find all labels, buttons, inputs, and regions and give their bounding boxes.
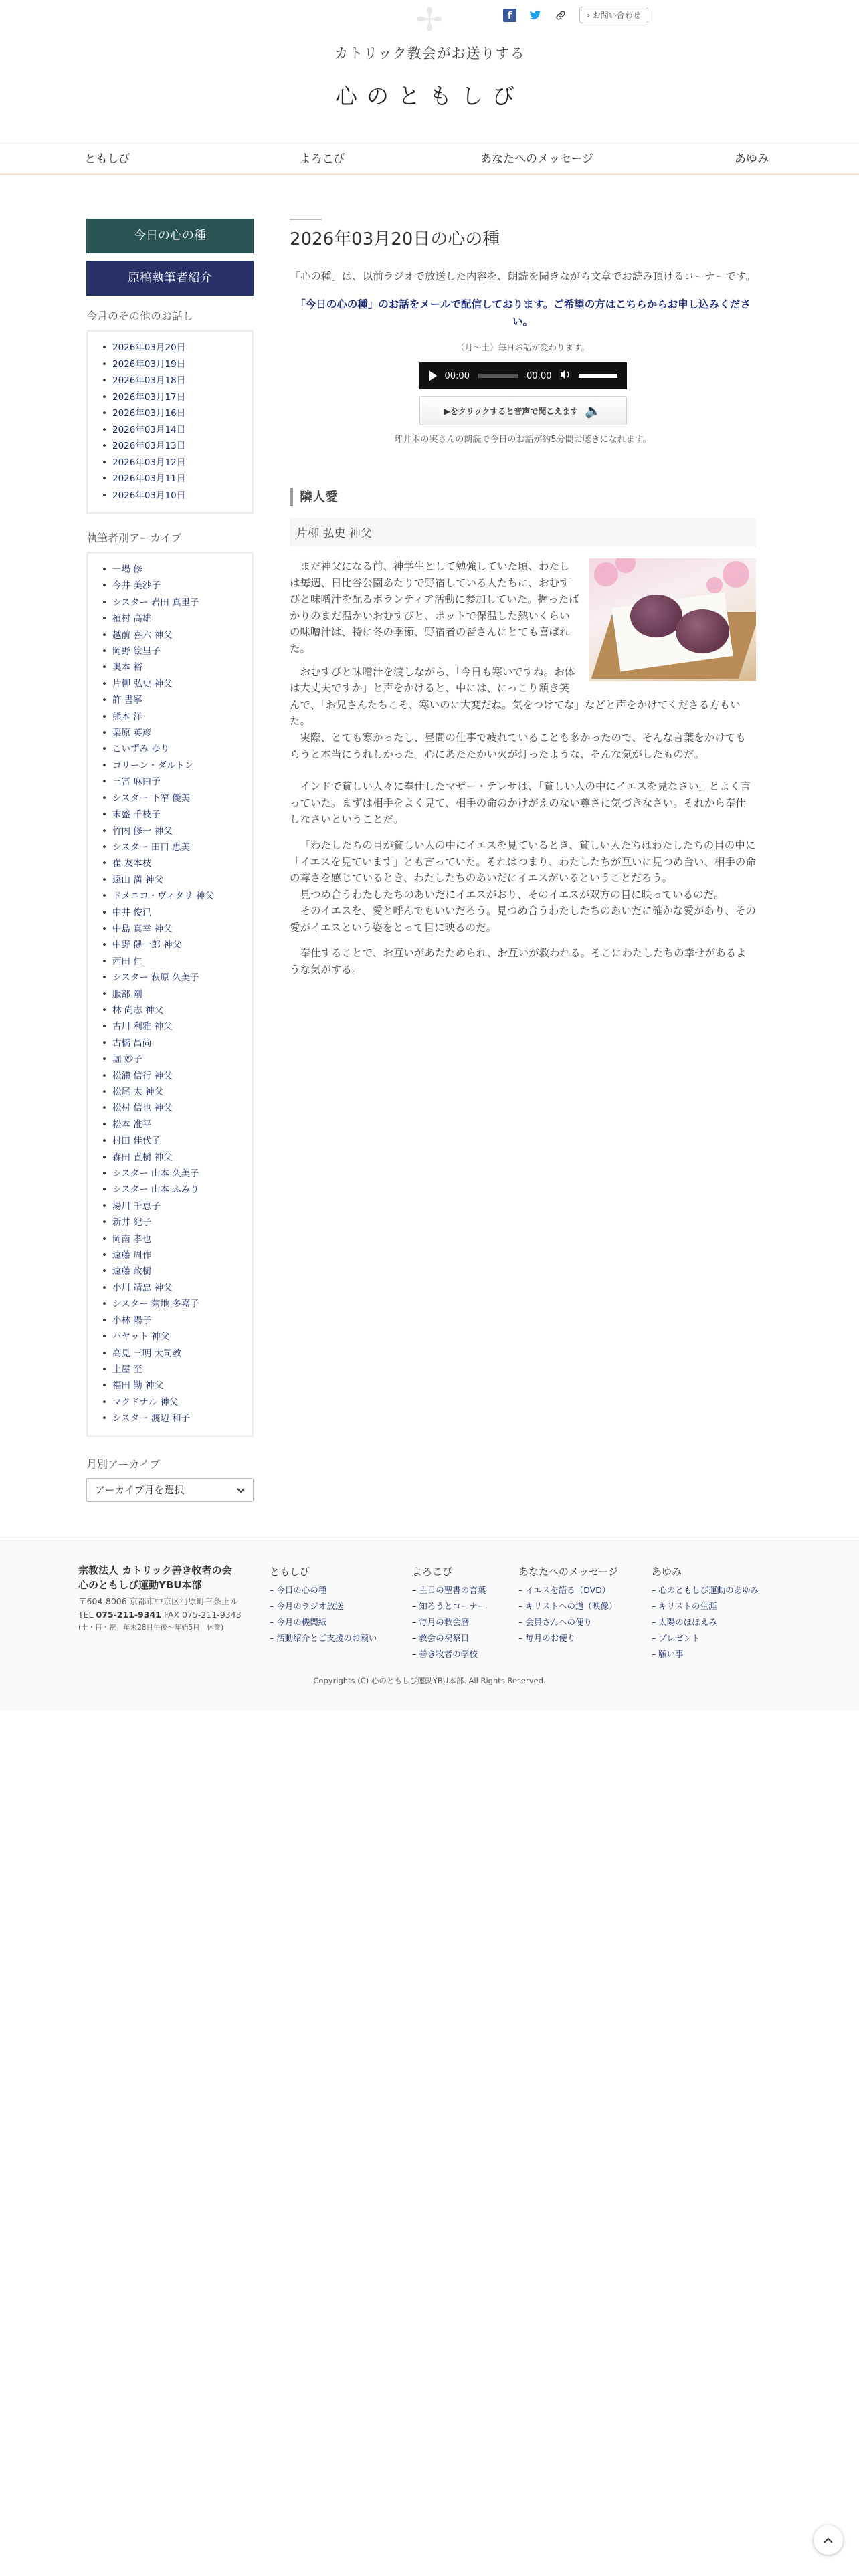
footer-link[interactable] [518, 1630, 618, 1646]
footer-link[interactable] [518, 1598, 618, 1614]
date-link[interactable] [102, 405, 245, 422]
footer-link-label: キリストの生涯 [658, 1601, 717, 1611]
author-list [102, 562, 245, 1427]
author-link-label: シスター 岩田 真里子 [112, 597, 199, 608]
author-link[interactable] [102, 1231, 245, 1247]
author-link-label: 新井 紀子 [112, 1217, 152, 1228]
author-link[interactable] [102, 1394, 245, 1410]
author-link[interactable] [102, 643, 245, 659]
author-link-label: 岡南 孝也 [112, 1233, 152, 1245]
date-link[interactable] [102, 438, 245, 455]
author-link[interactable] [102, 921, 245, 937]
date-link[interactable] [102, 356, 245, 373]
author-link[interactable] [102, 1247, 245, 1263]
paragraph: おむすびと味噌汁を渡しながら、「今日も寒いですね。お体は大丈夫ですか」と声をかけると、中には、にっこり頷き笑んで、「お兄さんたちこそ、寒いのに大変だね。気をつけてな」などと声をかけてくださる方もいた。 [290, 665, 741, 728]
author-link[interactable] [102, 1280, 245, 1296]
dash-marker: – [270, 1633, 277, 1643]
author-link[interactable] [102, 839, 245, 855]
nav-item-ayumi[interactable]: あゆみ [735, 152, 769, 166]
footer-link[interactable] [270, 1582, 377, 1598]
author-link-label: 松村 信也 神父 [112, 1103, 173, 1114]
date-link-label: 2026年03月18日 [112, 375, 186, 386]
footer-link-label: 知ろうとコーナー [419, 1601, 486, 1611]
sidebar [86, 219, 254, 1502]
author-link-label: 高見 三明 大司教 [112, 1348, 182, 1359]
org-phone [78, 1608, 259, 1622]
section-heading: 隣人愛 [290, 488, 756, 506]
paragraph: そのイエスを、愛と呼んでもいいだろう。見つめ合うわたしたちのあいだに確かな愛があり、その愛がイエスという姿をとって目に映るのだ。 [290, 905, 756, 934]
author-link-label: 竹内 修一 神父 [112, 825, 173, 837]
footer-link-label: 太陽のほほえみ [658, 1617, 717, 1627]
footer-link-label: キリストへの道（映像） [525, 1601, 617, 1611]
office-hours: (土・日・祝 年末28日午後〜年始5日 休業) [78, 1624, 224, 1632]
audio-progress-bar[interactable] [478, 374, 518, 378]
footer-col-heading[interactable]: ともしび [270, 1566, 310, 1578]
date-link[interactable] [102, 389, 245, 406]
author-link-label: コリーン・ダルトン [112, 760, 194, 771]
paragraph: 「わたしたちの目が貧しい人の中にイエスを見ているとき、貧しい人たちはわたしたちの目の中に「イエスを見ています」とも言っていた。それはつまり、わたしたちが互いに見つめ合い、相手の命の尊さを感じているとき、わたしたちのあいだにイエスがいるということだろう。 [290, 839, 756, 885]
mail-subscribe-link[interactable]: 「今日の心の種」のお話をメールで配信しております。ご希望の方はこちらからお申し込みください。 [295, 298, 751, 328]
nav-item-tomoshibi[interactable]: ともしび [84, 152, 130, 166]
dash-marker: – [652, 1617, 659, 1627]
dash-marker: – [518, 1585, 526, 1595]
author-link-label: シスター 山本 久美子 [112, 1168, 199, 1180]
footer-link-label: 会員さんへの便り [525, 1617, 592, 1627]
author-link[interactable] [102, 1378, 245, 1394]
author-link[interactable] [102, 790, 245, 807]
back-to-top-button[interactable] [814, 2525, 843, 2555]
footer-link[interactable] [652, 1646, 759, 1662]
author-link[interactable] [102, 741, 245, 757]
audio-total-time: 00:00 [527, 370, 552, 381]
author-link[interactable] [102, 954, 245, 970]
footer-link-label: プレゼント [658, 1633, 700, 1643]
date-link[interactable] [102, 422, 245, 439]
author-link-label: 福田 勤 神父 [112, 1380, 164, 1392]
author-link-label: 中井 俊已 [112, 907, 152, 918]
global-nav [0, 143, 859, 175]
footer-link[interactable] [412, 1646, 486, 1662]
chevron-up-icon [824, 2533, 833, 2547]
author-link[interactable] [102, 1346, 245, 1362]
monthly-archive-select-value: アーカイブ月を選択 [95, 1484, 185, 1497]
dash-marker: – [270, 1617, 277, 1627]
footer-link-label: 今月のラジオ放送 [276, 1601, 344, 1611]
footer-link[interactable] [652, 1614, 759, 1630]
author-link[interactable] [102, 1100, 245, 1116]
author-link[interactable] [102, 1313, 245, 1329]
footer-link[interactable] [518, 1582, 618, 1598]
dash-marker: – [270, 1585, 277, 1595]
author-link[interactable] [102, 986, 245, 1002]
volume-icon[interactable] [560, 369, 571, 383]
title-rule [290, 219, 322, 220]
ohagi-photo [589, 558, 756, 681]
author-link[interactable] [102, 1362, 245, 1378]
footer-link[interactable] [518, 1614, 618, 1630]
author-link[interactable] [102, 1018, 245, 1035]
author-link[interactable] [102, 611, 245, 627]
audio-player [419, 362, 627, 389]
footer-link-label: 毎月のお便り [525, 1633, 576, 1643]
authors-list-box [86, 552, 254, 1437]
contact-button[interactable] [579, 7, 648, 23]
date-list-box [86, 330, 254, 514]
monthly-archive-heading: 月別アーカイブ [86, 1457, 161, 1471]
author-link-label: 古橋 昌尚 [112, 1037, 152, 1049]
chevron-down-icon [237, 1484, 245, 1496]
dash-marker: – [518, 1617, 526, 1627]
monthly-archive-select[interactable] [86, 1478, 254, 1502]
org-address: 〒604-8006 京都市中京区河原町三条上ル [78, 1596, 239, 1606]
author-link-label: 熊本 洋 [112, 711, 142, 722]
dash-marker: – [412, 1617, 419, 1627]
voice-button-label: ▶をクリックすると音声で聞こえます [444, 406, 579, 416]
date-link[interactable] [102, 488, 245, 504]
author-link[interactable] [102, 595, 245, 611]
author-link-label: 今井 美沙子 [112, 580, 161, 592]
author-link[interactable] [102, 1329, 245, 1345]
copyright: Copyrights (C) 心のともしび運動YBU本部. All Rights Reserved. [313, 1676, 546, 1685]
footer-col-links [412, 1582, 486, 1662]
author-link-label: 服部 剛 [112, 988, 142, 1000]
author-link-label: 崔 友本枝 [112, 858, 152, 869]
author-link-label: マクドナル 神父 [112, 1396, 179, 1408]
footer-col-yorokobi [412, 1564, 486, 1662]
dash-marker: – [652, 1633, 659, 1643]
footer-link[interactable] [652, 1582, 759, 1598]
author-name: 片柳 弘史 神父 [290, 518, 756, 546]
author-link[interactable] [102, 970, 245, 986]
author-link[interactable] [102, 709, 245, 725]
voice-play-button[interactable] [419, 396, 627, 425]
author-link[interactable] [102, 562, 245, 578]
speaker-icon: 🔈 [585, 403, 602, 419]
author-link[interactable] [102, 692, 245, 708]
org-name: 宗教法人 カトリック善き牧者の会 [78, 1564, 232, 1576]
fax-number: 075-211-9343 [181, 1610, 242, 1620]
volume-slider[interactable] [579, 374, 617, 378]
date-link-label: 2026年03月12日 [112, 457, 186, 468]
author-link-label: シスター 萩原 久美子 [112, 972, 199, 984]
tel-label: TEL [78, 1610, 94, 1620]
footer-link[interactable] [270, 1614, 377, 1630]
author-link-label: 小川 靖忠 神父 [112, 1282, 173, 1293]
footer-col-heading[interactable]: あゆみ [652, 1566, 682, 1578]
paragraph: 奉仕することで、お互いがあたためられ、お互いが救われる。そこにわたしたちの幸せがあるような気がする。 [290, 947, 747, 976]
footer-link-label: 願い事 [658, 1649, 684, 1659]
author-link-label: 村田 佳代子 [112, 1136, 161, 1147]
dash-marker: – [652, 1649, 659, 1659]
author-link[interactable] [102, 888, 245, 904]
author-link-label: 中野 健一郎 神父 [112, 940, 182, 951]
author-link[interactable] [102, 725, 245, 741]
footer-col-links [270, 1582, 377, 1646]
paragraph: 見つめ合うわたしたちのあいだにイエスがおり、そのイエスが双方の目に映っているのだ。 [300, 888, 725, 901]
author-link-label: 越前 喜六 神父 [112, 629, 173, 641]
authors-intro-button[interactable]: 原稿執筆者紹介 [86, 261, 254, 296]
paragraph: まだ神父になる前、神学生として勉強していた頃、わたしは毎週、日比谷公園あたりで野宿している人たちに、おむすびと味噌汁を配るボランティア活動に参加していた。握ったばかりのまだ温かいおむすびと、ポットで保温した熱いくらいの味噌汁は、特に冬の季節、野宿者の皆さんにとても喜ばれた。 [290, 560, 579, 655]
footer-link[interactable] [652, 1598, 759, 1614]
author-link-label: ドメニコ・ヴィタリ 神父 [112, 891, 214, 902]
author-link-label: 林 尚志 神父 [112, 1004, 164, 1016]
dash-marker: – [270, 1601, 277, 1611]
author-link[interactable] [102, 1182, 245, 1198]
author-link-label: 一場 修 [112, 564, 142, 575]
author-link[interactable] [102, 774, 245, 790]
date-list [102, 340, 245, 504]
author-link[interactable] [102, 1214, 245, 1230]
date-link-label: 2026年03月11日 [112, 473, 186, 484]
author-link-label: 奥本 裕 [112, 662, 142, 673]
date-link-label: 2026年03月19日 [112, 358, 186, 370]
author-link-label: 松浦 信行 神父 [112, 1070, 173, 1081]
footer [0, 1537, 859, 1711]
author-link-label: 松尾 太 神父 [112, 1087, 164, 1097]
author-link[interactable] [102, 1198, 245, 1214]
footer-link-label: イエスを語る（DVD） [525, 1585, 611, 1595]
author-link[interactable] [102, 823, 245, 839]
footer-link-label: 毎月の教会暦 [419, 1617, 470, 1627]
date-link[interactable] [102, 455, 245, 471]
nav-item-yorokobi[interactable]: よろこび [299, 152, 345, 166]
footer-col-heading[interactable]: よろこび [412, 1566, 453, 1578]
author-link[interactable] [102, 905, 245, 921]
site-subtitle: カトリック教会がお送りする [334, 45, 525, 62]
author-link[interactable] [102, 1410, 245, 1426]
author-link-label: 植村 高雄 [112, 613, 152, 625]
footer-link[interactable] [412, 1582, 486, 1598]
author-link-label: シスター 渡辺 和子 [112, 1413, 191, 1424]
dash-marker: – [412, 1649, 419, 1659]
authors-archive-heading: 執筆者別アーカイブ [86, 532, 182, 544]
date-link-label: 2026年03月17日 [112, 391, 186, 403]
footer-link[interactable] [412, 1614, 486, 1630]
date-link-label: 2026年03月13日 [112, 441, 186, 451]
footer-link-label: 今月の機関紙 [276, 1617, 327, 1627]
date-link-label: 2026年03月14日 [112, 424, 186, 435]
author-link-label: 岡野 絵里子 [112, 646, 161, 657]
footer-col-heading[interactable]: あなたへのメッセージ [518, 1566, 619, 1578]
author-link[interactable] [102, 627, 245, 643]
today-seed-button[interactable]: 今日の心の種 [86, 219, 254, 253]
footer-col-links [652, 1582, 759, 1662]
author-link-label: 中島 真幸 神父 [112, 923, 173, 934]
author-link-label: 末盛 千枝子 [112, 809, 161, 821]
paragraph: インドで貧しい人々に奉仕したマザー・テレサは、「貧しい人の中にイエスを見なさい」とよく言っていた。まずは相手をよく見て、相手の命のかけがえのない尊さに気づきなさい。それから奉仕しなさいということだ。 [290, 780, 751, 826]
main-content [290, 219, 756, 985]
author-link[interactable] [102, 1035, 245, 1051]
dash-marker: – [412, 1633, 419, 1643]
author-link[interactable] [102, 578, 245, 594]
author-link-label: 許 書寧 [112, 695, 142, 706]
date-link-label: 2026年03月16日 [112, 408, 186, 419]
author-link-label: 遠藤 周作 [112, 1250, 152, 1261]
author-link-label: ハヤット 神父 [112, 1331, 170, 1343]
author-link-label: シスター 菊地 多嘉子 [112, 1299, 199, 1310]
author-link-label: 土屋 至 [112, 1364, 142, 1375]
fax-label: FAX [163, 1610, 179, 1620]
author-link[interactable] [102, 1068, 245, 1084]
footer-link-label: 善き牧者の学校 [419, 1649, 478, 1659]
author-link[interactable] [102, 1296, 245, 1312]
author-link-label: こいずみ ゆり [112, 744, 170, 755]
dash-marker: – [518, 1601, 526, 1611]
date-link[interactable] [102, 471, 245, 488]
author-link[interactable] [102, 1051, 245, 1067]
footer-link[interactable] [270, 1598, 377, 1614]
header-social-links [503, 7, 648, 23]
footer-col-message [518, 1564, 618, 1646]
author-link-label: 遠山 満 神父 [112, 874, 164, 885]
dash-marker: – [518, 1633, 526, 1643]
author-link[interactable] [102, 1263, 245, 1279]
author-link[interactable] [102, 937, 245, 953]
author-link[interactable] [102, 807, 245, 823]
dash-marker: – [652, 1601, 659, 1611]
article-body [290, 558, 756, 978]
footer-col-links [518, 1582, 618, 1646]
org-subname: 心のともしび運動YBU本部 [78, 1579, 202, 1591]
chevron-right-icon: › [587, 11, 590, 20]
date-link[interactable] [102, 340, 245, 356]
author-link-label: 遠藤 政樹 [112, 1266, 152, 1277]
author-link-label: シスター 山本 ふみり [112, 1184, 199, 1196]
author-link[interactable] [102, 872, 245, 888]
dash-marker: – [412, 1585, 419, 1595]
author-link[interactable] [102, 1133, 245, 1149]
author-link[interactable] [102, 1150, 245, 1166]
audio-current-time: 00:00 [444, 370, 470, 381]
author-link-label: 松本 准平 [112, 1119, 152, 1130]
tel-number[interactable]: 075-211-9341 [96, 1610, 161, 1620]
footer-col-tomoshibi [270, 1564, 377, 1646]
author-link-label: 三宮 麻由子 [112, 776, 161, 788]
footer-link-label: 活動紹介とご支援のお願い [276, 1633, 377, 1643]
author-link-label: シスター 下窄 優美 [112, 792, 191, 804]
nav-item-message[interactable]: あなたへのメッセージ [480, 152, 593, 166]
author-link[interactable] [102, 1002, 245, 1018]
footer-link[interactable] [412, 1598, 486, 1614]
author-link-label: 湯川 千恵子 [112, 1200, 161, 1212]
author-link-label: 堀 妙子 [112, 1054, 142, 1065]
site-title[interactable]: 心のともしび [335, 83, 524, 109]
other-stories-heading: 今月のその他のお話し [86, 310, 194, 322]
author-link[interactable] [102, 1084, 245, 1100]
play-icon[interactable] [429, 370, 437, 381]
date-link-label: 2026年03月20日 [112, 342, 186, 353]
author-link-label: 栗原 英彦 [112, 728, 152, 739]
author-link[interactable] [102, 758, 245, 774]
author-link[interactable] [102, 855, 245, 871]
author-link[interactable] [102, 1166, 245, 1182]
footer-organization [78, 1563, 259, 1634]
date-link-label: 2026年03月10日 [112, 490, 186, 501]
author-link[interactable] [102, 1117, 245, 1133]
footer-link[interactable] [412, 1630, 486, 1646]
dash-marker: – [412, 1601, 419, 1611]
link-icon[interactable] [554, 9, 567, 22]
contact-label: お問い合わせ [592, 11, 641, 20]
footer-link-label: 今日の心の種 [276, 1585, 327, 1595]
footer-link[interactable] [652, 1630, 759, 1646]
author-link[interactable] [102, 676, 245, 692]
author-link-label: 小林 陽子 [112, 1315, 152, 1326]
facebook-icon[interactable]: f [503, 9, 516, 22]
dash-marker: – [652, 1585, 659, 1595]
footer-col-ayumi [652, 1564, 759, 1662]
author-link-label: シスター 田口 恵美 [112, 841, 191, 853]
footer-link[interactable] [270, 1630, 377, 1646]
page-title: 2026年03月20日の心の種 [290, 229, 500, 249]
author-link-label: 片柳 弘史 神父 [112, 678, 173, 689]
author-link[interactable] [102, 659, 245, 675]
twitter-icon[interactable] [529, 9, 542, 22]
date-link[interactable] [102, 372, 245, 389]
reader-caption: 坪井木の実さんの朗読で今日のお話が約5分間お聴きになれます。 [394, 435, 652, 445]
intro-text: 「心の種」は、以前ラジオで放送した内容を、朗読を聞きながら文章でお読み頂けるコーナーです。 [290, 270, 756, 282]
author-link-label: 西田 仁 [112, 956, 142, 967]
footer-link-label: 主日の聖書の言葉 [419, 1585, 486, 1595]
author-link-label: 森田 直樹 神父 [112, 1152, 173, 1163]
header-decoration: ✢ [415, 1, 444, 39]
paragraph: 実際、とても寒かったし、昼間の仕事で疲れていることも多かったので、そんな言葉をかけてもらうと本当にうれしかった。心にあたたかい火が灯ったような、そんな気がしたものだ。 [290, 731, 746, 760]
footer-link-label: 心のともしび運動のあゆみ [658, 1585, 759, 1595]
schedule-notice: （月〜土）毎日お話が変わります。 [456, 342, 589, 352]
footer-link-label: 教会の祝祭日 [419, 1633, 470, 1643]
author-link-label: 古川 利雅 神父 [112, 1021, 173, 1033]
